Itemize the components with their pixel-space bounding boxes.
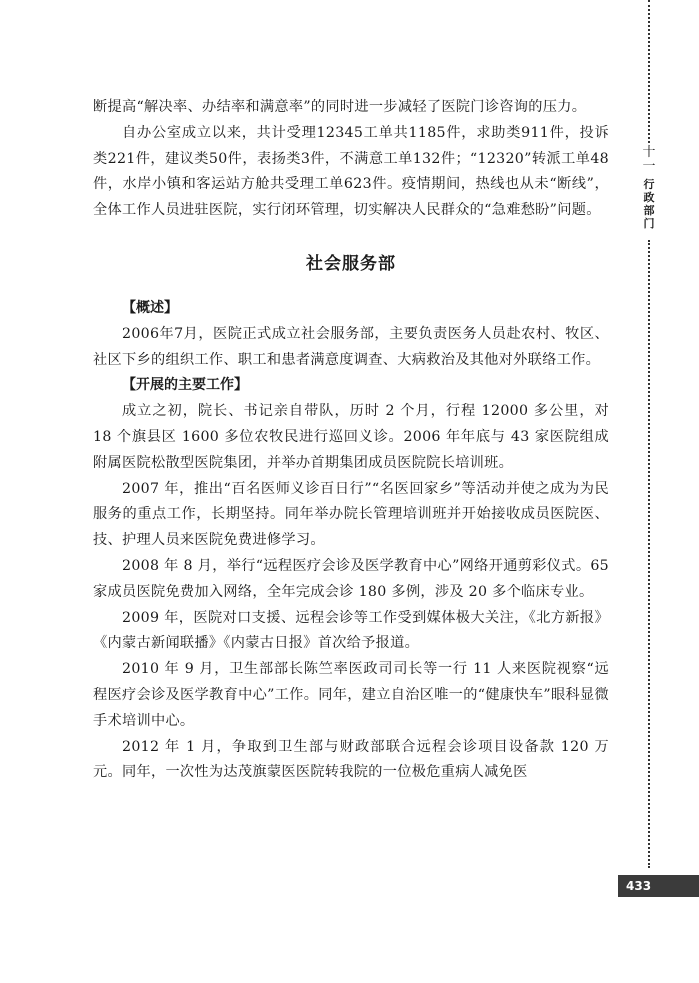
main-work-paragraph: 2012 年 1 月，争取到卫生部与财政部联合远程会诊项目设备款 120 万元。同年，一次性为达茂旗蒙医医院转我院的一位极危重病人减免医	[93, 738, 609, 781]
paragraph-hotline-stats: 自办公室成立以来，共计受理12345工单共1185件，求助类911件，投诉类221件，建议类50件，表扬类3件，不满意工单132件；“12320”转派工单48件，水岸小镇和客运站方舱共受理工单623件。疫情期间，热线也从未“断线”，全体工作人员进驻医院，实行闭环管理，切实解决人民群众的“急难愁盼”问题。	[93, 124, 609, 219]
margin-dotted-rule-bottom	[648, 240, 650, 868]
overview-paragraph: 2006年7月，医院正式成立社会服务部，主要负责医务人员赴农村、牧区、社区下乡的组织工作、职工和患者满意度调查、大病救治及其他对外联络工作。	[93, 325, 609, 368]
margin-dotted-rule-top	[648, 0, 650, 143]
paragraph-continuation: 断提高“解决率、办结率和满意率”的同时进一步减轻了医院门诊咨询的压力。	[93, 99, 587, 115]
main-work-paragraph: 成立之初，院长、书记亲自带队，历时 2 个月，行程 12000 多公里，对 18 个旗县区 1600 多位农牧民进行巡回义诊。2006 年年底与 43 家医院组成附属医院松散型医院集团，并举办首期集团成员医院院长培训班。	[93, 403, 609, 471]
chapter-number: 十一	[642, 145, 656, 174]
main-work-paragraph: 2010 年 9 月，卫生部部长陈竺率医政司司长等一行 11 人来医院视察“远程医疗会诊及医学教育中心”工作。同年，建立自治区唯一的“健康快车”眼科显微手术培训中心。	[93, 661, 609, 729]
main-work-heading: 【开展的主要工作】	[122, 377, 248, 394]
overview-heading: 【概述】	[122, 299, 178, 316]
section-title: 社会服务部	[306, 253, 396, 274]
page-number: 433	[618, 875, 699, 897]
chapter-label: 行政部门	[643, 178, 655, 230]
main-work-paragraph: 2007 年，推出“百名医师义诊百日行”“名医回家乡”等活动并使之成为为民服务的重点工作，长期坚持。同年举办院长管理培训班并开始接收成员医院医、技、护理人员来医院免费进修学习。	[93, 480, 609, 549]
main-work-paragraph: 2009 年，医院对口支援、远程会诊等工作受到媒体极大关注，《北方新报》《内蒙古新闻联播》《内蒙古日报》首次给予报道。	[93, 609, 609, 652]
page-body	[93, 95, 609, 786]
main-work-paragraph: 2008 年 8 月，举行“远程医疗会诊及医学教育中心”网络开通剪彩仪式。65 家成员医院免费加入网络，全年完成会诊 180 多例，涉及 20 多个临床专业。	[93, 557, 609, 600]
